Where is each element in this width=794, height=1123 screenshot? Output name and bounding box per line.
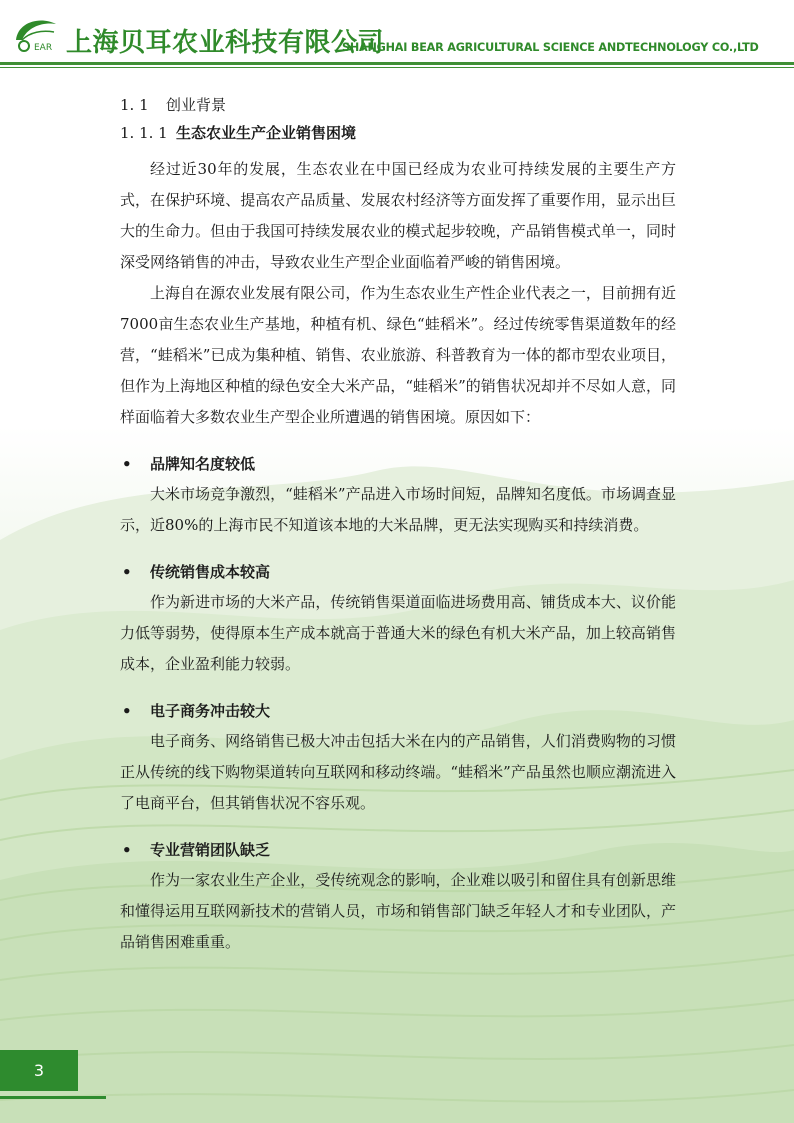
- bullet-title: 电子商务冲击较大: [150, 702, 271, 720]
- header-rule: [0, 62, 794, 65]
- bullet-marker: •: [122, 841, 132, 859]
- intro-paragraph: 经过近30年的发展，生态农业在中国已经成为农业可持续发展的主要生产方式，在保护环境、提高农产品质量、发展农村经济等方面发挥了重要作用，显示出巨大的生命力。但由于我国可持续发展农业的模式起步较晚，产品销售模式单一，同时深受网络销售的冲击，导致农业生产型企业面临着严峻的销售困境。: [120, 160, 676, 271]
- bullet-marker: •: [122, 455, 132, 473]
- section-heading: [120, 92, 676, 118]
- subsection-title: 生态农业生产企业销售困境: [176, 124, 357, 142]
- document-body: [120, 92, 676, 958]
- bullet-paragraph: 大米市场竞争激烈，“蛙稻米”产品进入市场时间短，品牌知名度低。市场调查显示，近80%的上海市民不知道该本地的大米品牌，更无法实现购买和持续消费。: [120, 485, 676, 534]
- bullet-heading: [120, 557, 676, 587]
- bullet-title: 专业营销团队缺乏: [150, 841, 271, 859]
- subsection-heading: [120, 118, 676, 148]
- bullet-title: 品牌知名度较低: [150, 455, 256, 473]
- bullet-paragraph: 作为新进市场的大米产品，传统销售渠道面临进场费用高、铺货成本大、议价能力低等弱势，使得原本生产成本就高于普通大米的绿色有机大米产品，加上较高销售成本，企业盈利能力较弱。: [120, 593, 676, 673]
- section-title: 创业背景: [166, 96, 227, 114]
- page-number: 3: [0, 1050, 78, 1091]
- header-rule-thin: [0, 67, 794, 68]
- section-number: 1. 1: [120, 96, 149, 114]
- logo-text: EAR: [34, 43, 53, 53]
- footer-rule: [0, 1096, 106, 1099]
- subsection-number: 1. 1. 1: [120, 124, 168, 142]
- company-name-cn: 上海贝耳农业科技有限公司: [66, 28, 385, 58]
- bullet-paragraph: 作为一家农业生产企业，受传统观念的影响，企业难以吸引和留住具有创新思维和懂得运用互联网新技术的营销人员，市场和销售部门缺乏年轻人才和专业团队，产品销售困难重重。: [120, 871, 676, 951]
- bullet-heading: [120, 835, 676, 865]
- page-header: [0, 0, 794, 72]
- bullet-heading: [120, 696, 676, 726]
- bullet-paragraph: 电子商务、网络销售已极大冲击包括大米在内的产品销售，人们消费购物的习惯正从传统的线下购物渠道转向互联网和移动终端。“蛙稻米”产品虽然也顺应潮流进入了电商平台，但其销售状况不容乐观。: [120, 732, 676, 812]
- company-name-en: SHANGHAI BEAR AGRICULTURAL SCIENCE ANDTECHNOLOGY CO.,LTD: [342, 41, 759, 54]
- bullet-title: 传统销售成本较高: [150, 563, 271, 581]
- bullet-heading: [120, 449, 676, 479]
- intro-paragraph: 上海自在源农业发展有限公司，作为生态农业生产性企业代表之一，目前拥有近7000亩生态农业生产基地，种植有机、绿色“蛙稻米”。经过传统零售渠道数年的经营，“蛙稻米”已成为集种植、销售、农业旅游、科普教育为一体的都市型农业项目，但作为上海地区种植的绿色安全大米产品，“蛙稻米”的销售状况却并不尽如人意，同样面临着大多数农业生产型企业所遭遇的销售困境。原因如下：: [120, 284, 676, 426]
- bullet-marker: •: [122, 563, 132, 581]
- bullet-marker: •: [122, 702, 132, 720]
